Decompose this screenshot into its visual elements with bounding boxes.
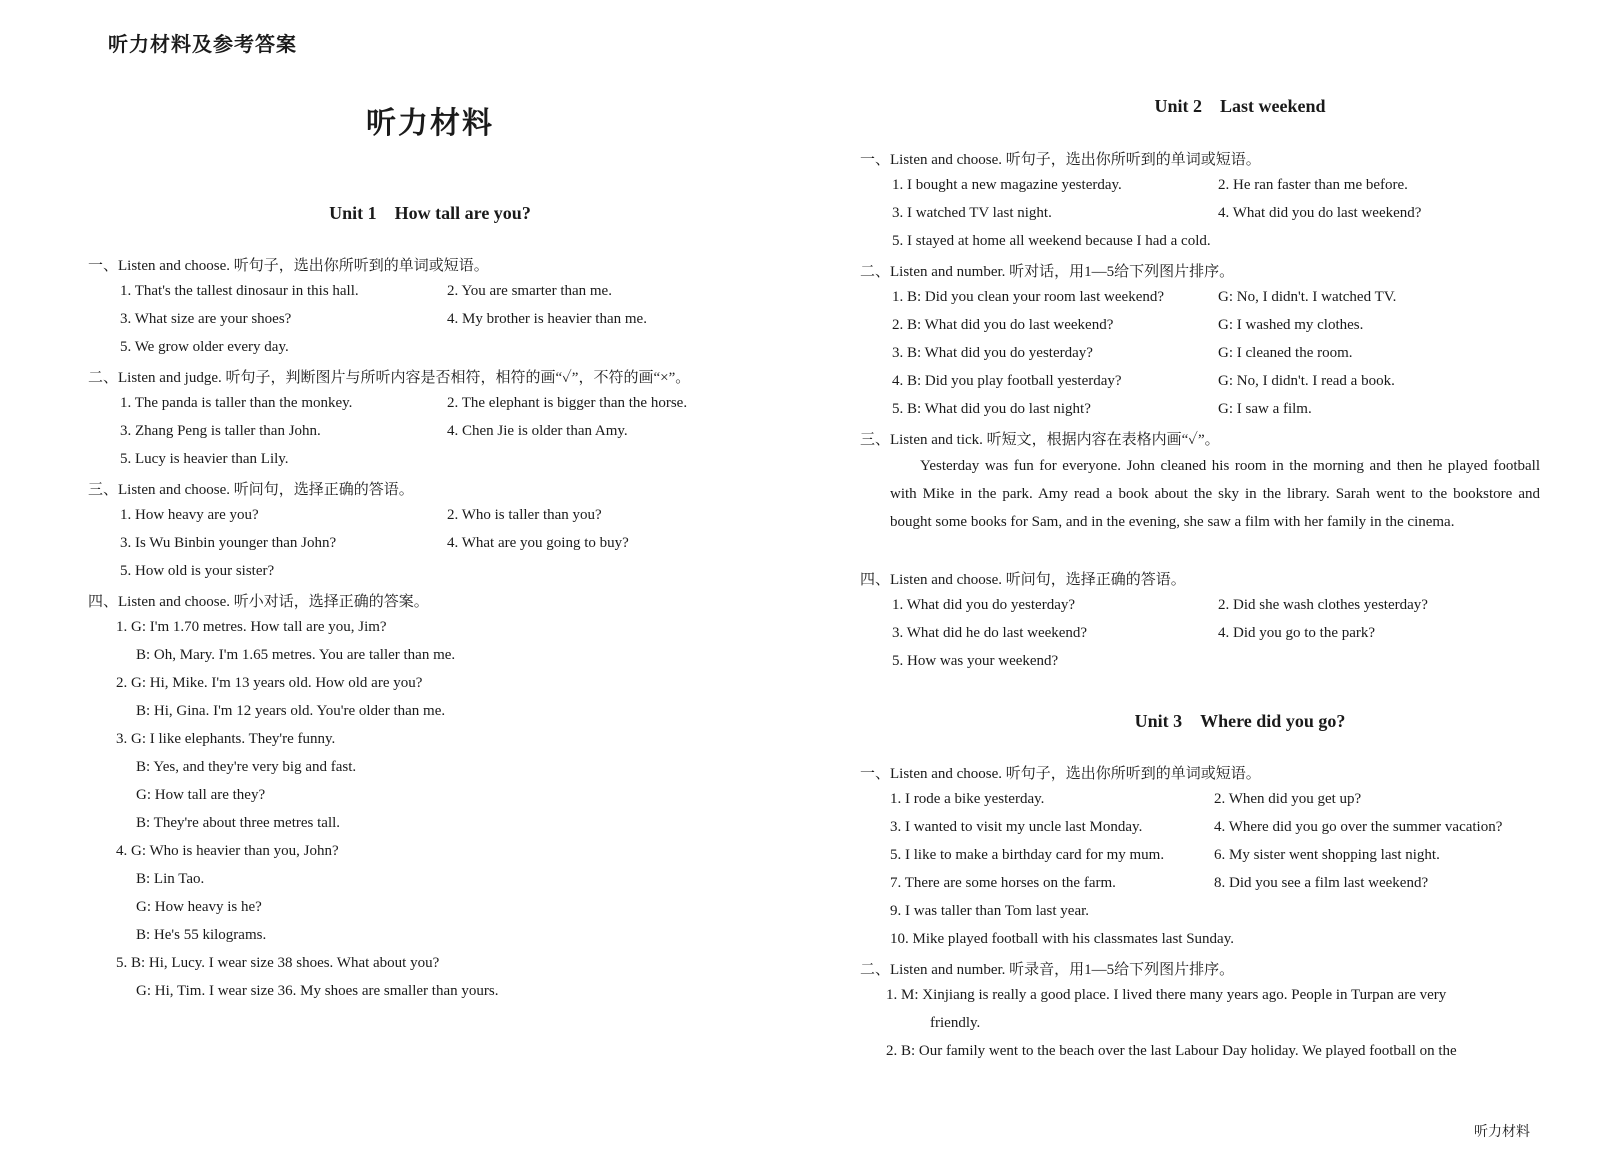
unit3-s1-heading: 一、Listen and choose. 听句子，选出你所听到的单词或短语。 — [860, 766, 1261, 782]
unit3-title: Unit 3 Where did you go? — [1134, 711, 1346, 731]
unit3-s2-line: 1. M: Xinjiang is really a good place. I lived there many years ago. People in Turpan are very — [886, 987, 1447, 1003]
unit2-s2-line: G: I washed my clothes. — [1218, 317, 1364, 333]
unit1-s1-item: 2. You are smarter than me. — [447, 283, 612, 299]
unit1-s4-line: G: Hi, Tim. I wear size 36. My shoes are smaller than yours. — [136, 983, 499, 999]
unit1-s1-item: 4. My brother is heavier than me. — [447, 311, 647, 327]
unit1-s4-line: 2. G: Hi, Mike. I'm 13 years old. How old are you? — [116, 675, 423, 691]
unit1-s4-line: 5. B: Hi, Lucy. I wear size 38 shoes. What about you? — [116, 955, 440, 971]
unit3-s2-line: friendly. — [930, 1015, 981, 1031]
unit1-s4-line: G: How tall are they? — [136, 787, 266, 803]
unit1-s1-heading: 一、Listen and choose. 听句子，选出你所听到的单词或短语。 — [88, 258, 489, 274]
unit1-s4-line: B: Oh, Mary. I'm 1.65 metres. You are taller than me. — [136, 647, 456, 663]
unit1-s1-item: 3. What size are your shoes? — [120, 311, 292, 327]
unit2-s2-line: 3. B: What did you do yesterday? — [892, 345, 1093, 361]
unit2-s1-item: 3. I watched TV last night. — [892, 205, 1052, 221]
unit1-s3-item: 4. What are you going to buy? — [447, 535, 629, 551]
unit2-s3-heading: 三、Listen and tick. 听短文，根据内容在表格内画“✓”。 — [860, 432, 1220, 448]
unit2-s1-heading: 一、Listen and choose. 听句子，选出你所听到的单词或短语。 — [860, 152, 1261, 168]
unit3-s1-item: 9. I was taller than Tom last year. — [890, 903, 1090, 919]
unit1-s4-line: B: They're about three metres tall. — [136, 815, 341, 831]
unit2-s2-line: 2. B: What did you do last weekend? — [892, 317, 1114, 333]
unit2-s2-line: G: No, I didn't. I read a book. — [1218, 373, 1395, 389]
unit1-title: Unit 1 How tall are you? — [329, 203, 531, 223]
unit1-s4-line: B: He's 55 kilograms. — [136, 927, 267, 943]
page-footer: 听力材料 — [1474, 1124, 1530, 1140]
unit1-s1-item: 5. We grow older every day. — [120, 339, 289, 355]
main-title: 听力材料 — [366, 106, 494, 141]
unit1-s2-heading: 二、Listen and judge. 听句子，判断图片与所听内容是否相符，相符的画“✓”，不符的画“×”。 — [88, 370, 691, 386]
unit2-s2-line: G: I cleaned the room. — [1218, 345, 1353, 361]
unit1-s3-heading: 三、Listen and choose. 听问句，选择正确的答语。 — [88, 482, 414, 498]
unit1-s4-line: B: Hi, Gina. I'm 12 years old. You're older than me. — [136, 703, 446, 719]
unit1-s2-item: 2. The elephant is bigger than the horse. — [447, 395, 688, 411]
unit2-s1-item: 2. He ran faster than me before. — [1218, 177, 1408, 193]
unit3-s1-item: 3. I wanted to visit my uncle last Monday. — [890, 819, 1143, 835]
unit2-s2-line: 1. B: Did you clean your room last weekend? — [892, 289, 1165, 305]
unit1-s4-line: 3. G: I like elephants. They're funny. — [116, 731, 336, 747]
unit1-s4-line: 4. G: Who is heavier than you, John? — [116, 843, 339, 859]
unit3-s1-item: 4. Where did you go over the summer vacation? — [1214, 819, 1503, 835]
unit3-s1-item: 5. I like to make a birthday card for my mum. — [890, 847, 1165, 863]
unit3-s1-item: 2. When did you get up? — [1214, 791, 1362, 807]
unit2-s4-item: 5. How was your weekend? — [892, 653, 1059, 669]
unit3-s1-item: 10. Mike played football with his classmates last Sunday. — [890, 931, 1234, 947]
unit2-s1-item: 5. I stayed at home all weekend because I had a cold. — [892, 233, 1211, 249]
unit2-s2-line: 4. B: Did you play football yesterday? — [892, 373, 1122, 389]
unit3-s1-item: 6. My sister went shopping last night. — [1214, 847, 1440, 863]
unit1-s2-item: 5. Lucy is heavier than Lily. — [120, 451, 289, 467]
unit3-s1-item: 7. There are some horses on the farm. — [890, 875, 1116, 891]
unit2-s2-line: G: I saw a film. — [1218, 401, 1312, 417]
unit2-s1-item: 4. What did you do last weekend? — [1218, 205, 1422, 221]
unit2-s4-item: 3. What did he do last weekend? — [892, 625, 1088, 641]
unit2-s4-item: 2. Did she wash clothes yesterday? — [1218, 597, 1428, 613]
unit1-s2-item: 4. Chen Jie is older than Amy. — [447, 423, 628, 439]
unit1-s3-item: 1. How heavy are you? — [120, 507, 259, 523]
unit2-s3-passage: Yesterday was fun for everyone. John cleaned his room in the morning and then he played football with Mike in the park. Amy read a book about the sky in the library. Sarah went to the bookstore and bought some books for Sam, and in the evening, she saw a film with her family in the cinema. — [890, 458, 1540, 530]
unit1-s4-line: B: Yes, and they're very big and fast. — [136, 759, 357, 775]
unit1-s4-line: G: How heavy is he? — [136, 899, 262, 915]
unit1-s3-item: 5. How old is your sister? — [120, 563, 275, 579]
unit1-s4-heading: 四、Listen and choose. 听小对话，选择正确的答案。 — [88, 594, 429, 610]
unit1-s2-item: 1. The panda is taller than the monkey. — [120, 395, 353, 411]
unit1-s4-line: 1. G: I'm 1.70 metres. How tall are you, Jim? — [116, 619, 387, 635]
unit1-s2-item: 3. Zhang Peng is taller than John. — [120, 423, 321, 439]
unit2-s1-item: 1. I bought a new magazine yesterday. — [892, 177, 1122, 193]
page-header: 听力材料及参考答案 — [108, 32, 297, 56]
unit2-s4-item: 4. Did you go to the park? — [1218, 625, 1376, 641]
unit2-s2-heading: 二、Listen and number. 听对话，用1—5给下列图片排序。 — [860, 264, 1235, 280]
unit1-s3-item: 3. Is Wu Binbin younger than John? — [120, 535, 337, 551]
unit1-s4-line: B: Lin Tao. — [136, 871, 205, 887]
unit3-s1-item: 8. Did you see a film last weekend? — [1214, 875, 1429, 891]
unit1-s1-item: 1. That's the tallest dinosaur in this hall. — [120, 283, 359, 299]
unit2-s4-item: 1. What did you do yesterday? — [892, 597, 1076, 613]
unit2-s2-line: 5. B: What did you do last night? — [892, 401, 1091, 417]
right-page — [800, 0, 1600, 1149]
unit3-s2-line: 2. B: Our family went to the beach over the last Labour Day holiday. We played football on the — [886, 1043, 1457, 1059]
unit3-s2-heading: 二、Listen and number. 听录音，用1—5给下列图片排序。 — [860, 962, 1235, 978]
unit2-s4-heading: 四、Listen and choose. 听问句，选择正确的答语。 — [860, 572, 1186, 588]
unit1-s3-item: 2. Who is taller than you? — [447, 507, 602, 523]
unit2-s2-line: G: No, I didn't. I watched TV. — [1218, 289, 1397, 305]
unit3-s1-item: 1. I rode a bike yesterday. — [890, 791, 1045, 807]
unit2-title: Unit 2 Last weekend — [1154, 96, 1326, 116]
